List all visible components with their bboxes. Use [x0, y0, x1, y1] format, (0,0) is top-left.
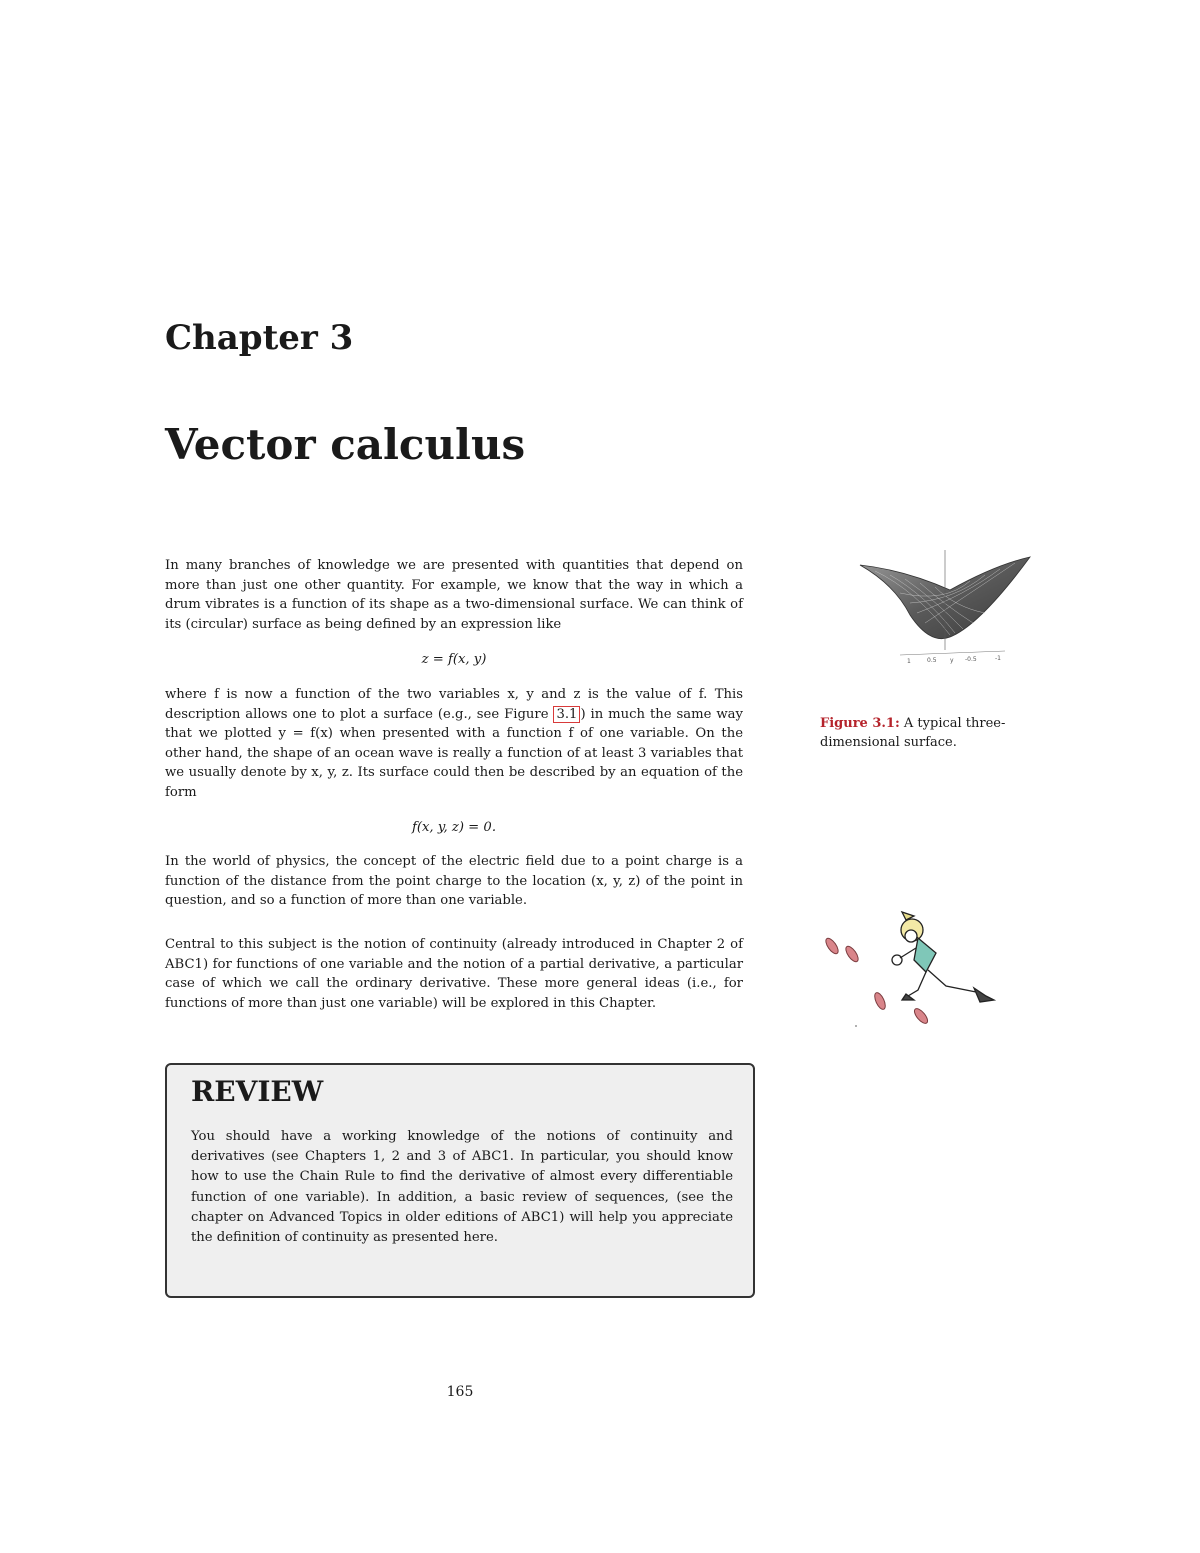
chapter-label: Chapter 3 — [165, 318, 354, 358]
chapter-title: Vector calculus — [165, 420, 526, 469]
intro-paragraph-2 — [165, 685, 743, 803]
figure-reference-link[interactable]: 3.1 — [553, 706, 580, 723]
continuity-paragraph: Central to this subject is the notion of continuity (already introduced in Chapter 2 of ABC1) for functions of one variable and the notion of a partial derivative, a particular case of which we call the ordinary derivative. These more general ideas (i.e., for functions of more than just one variable) will be explored in this Chapter. — [165, 937, 743, 1011]
surface-plot-image — [855, 545, 1035, 670]
figure-caption-label: Figure 3.1: — [820, 716, 900, 731]
figure-caption — [820, 714, 1010, 752]
tick-label: y — [950, 657, 954, 664]
review-heading: REVIEW — [191, 1075, 324, 1108]
tick-label: 0.5 — [927, 657, 937, 664]
tick-label: -0.5 — [965, 656, 977, 663]
equation-implicit-surface: f(x, y, z) = 0. — [411, 820, 497, 835]
physics-paragraph: In the world of physics, the concept of the electric field due to a point charge is a function of the distance from the point charge to the location (x, y, z) of the point in question, and so a function of more than one variable. — [165, 854, 743, 909]
page-number: 165 — [446, 1384, 474, 1400]
paragraph-text: ) in much the same way that we plotted y = f(x) when presented with a function f of one variable. On the other hand, the shape of an ocean wave is really a function of at least 3 variables that we usually denote by x, y, z. Its surface could then be described by an equation of the form — [165, 706, 743, 800]
intro-paragraph: In many branches of knowledge we are presented with quantities that depend on more than just one other quantity. For example, we know that the way in which a drum vibrates is a function of its shape as a two-dimensional surface. We can think of its (circular) surface as being defined by an expression like — [165, 558, 743, 632]
equation-surface: z = f(x, y) — [421, 652, 487, 667]
review-box — [165, 1063, 755, 1298]
paragraph-text: where f is now a function of the two variables x, y and z is the value of f. This description allows one to plot a surface (e.g., see Figure — [165, 687, 743, 722]
tick-label: 1 — [907, 658, 911, 665]
tick-label: -1 — [995, 655, 1001, 662]
review-text: You should have a working knowledge of the notions of continuity and derivatives (see Chapters 1, 2 and 3 of ABC1. In particular, you should know how to use the Chain Rule to find the derivative of almost every differentiable function of one variable). In addition, a basic review of sequences, (see the chapter on Advanced Topics in older editions of ABC1) will help you appreciate the definition of continuity as presented here. — [191, 1129, 733, 1246]
figure-caption-text: A typical three-dimensional surface. — [820, 716, 1006, 750]
detective-footprints-illustration — [818, 908, 1003, 1033]
